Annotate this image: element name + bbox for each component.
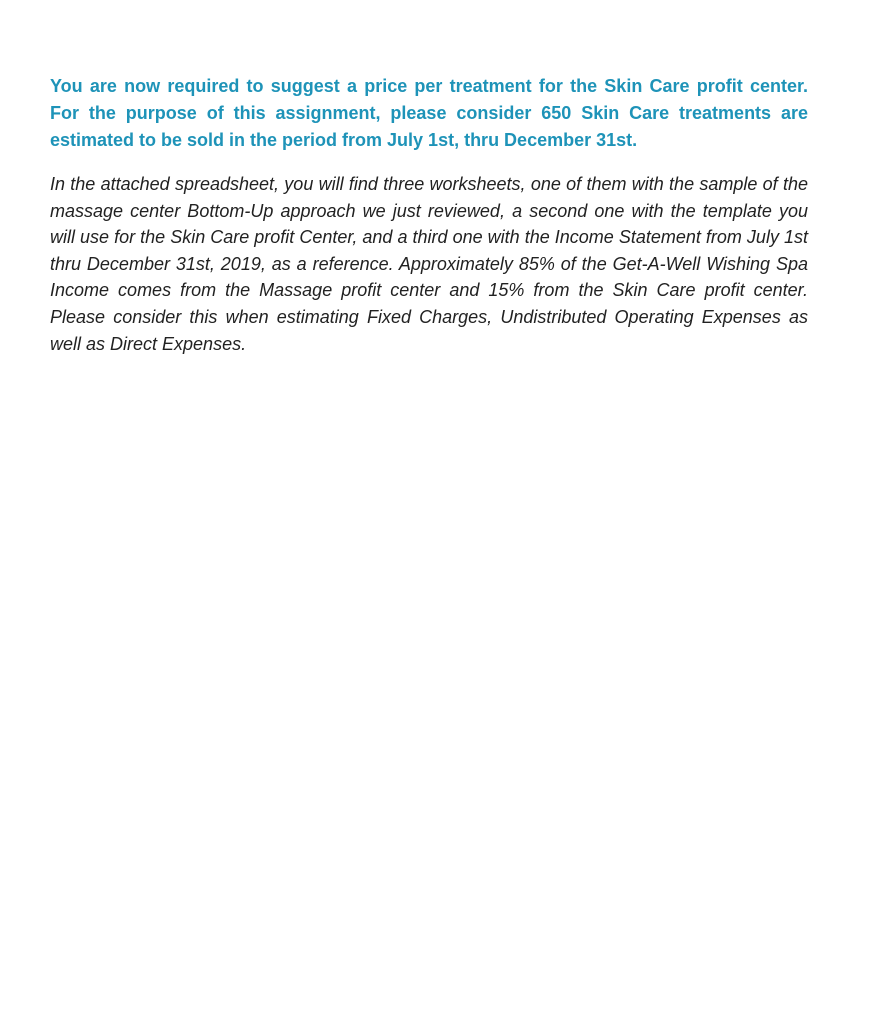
assignment-instruction: You are now required to suggest a price per treatment for the Skin Care profit center. For the purpose of this assignment, please consider 650 Skin Care treatments are estimated to be sold in the period from July 1st, thru December 31st. xyxy=(50,76,808,150)
assignment-details: In the attached spreadsheet, you will find three worksheets, one of them with the sample of the massage center Bottom-Up approach we just reviewed, a second one with the template you will use for the Skin Care profit Center, and a third one with the Income Statement from July 1st thru December 31st, 2019, as a reference. Approximately 85% of the Get-A-Well Wishing Spa Income comes from the Massage profit center and 15% from the Skin Care profit center. Please consider this when estimating Fixed Charges, Undistributed Operating Expenses as well as Direct Expenses. xyxy=(50,174,808,354)
